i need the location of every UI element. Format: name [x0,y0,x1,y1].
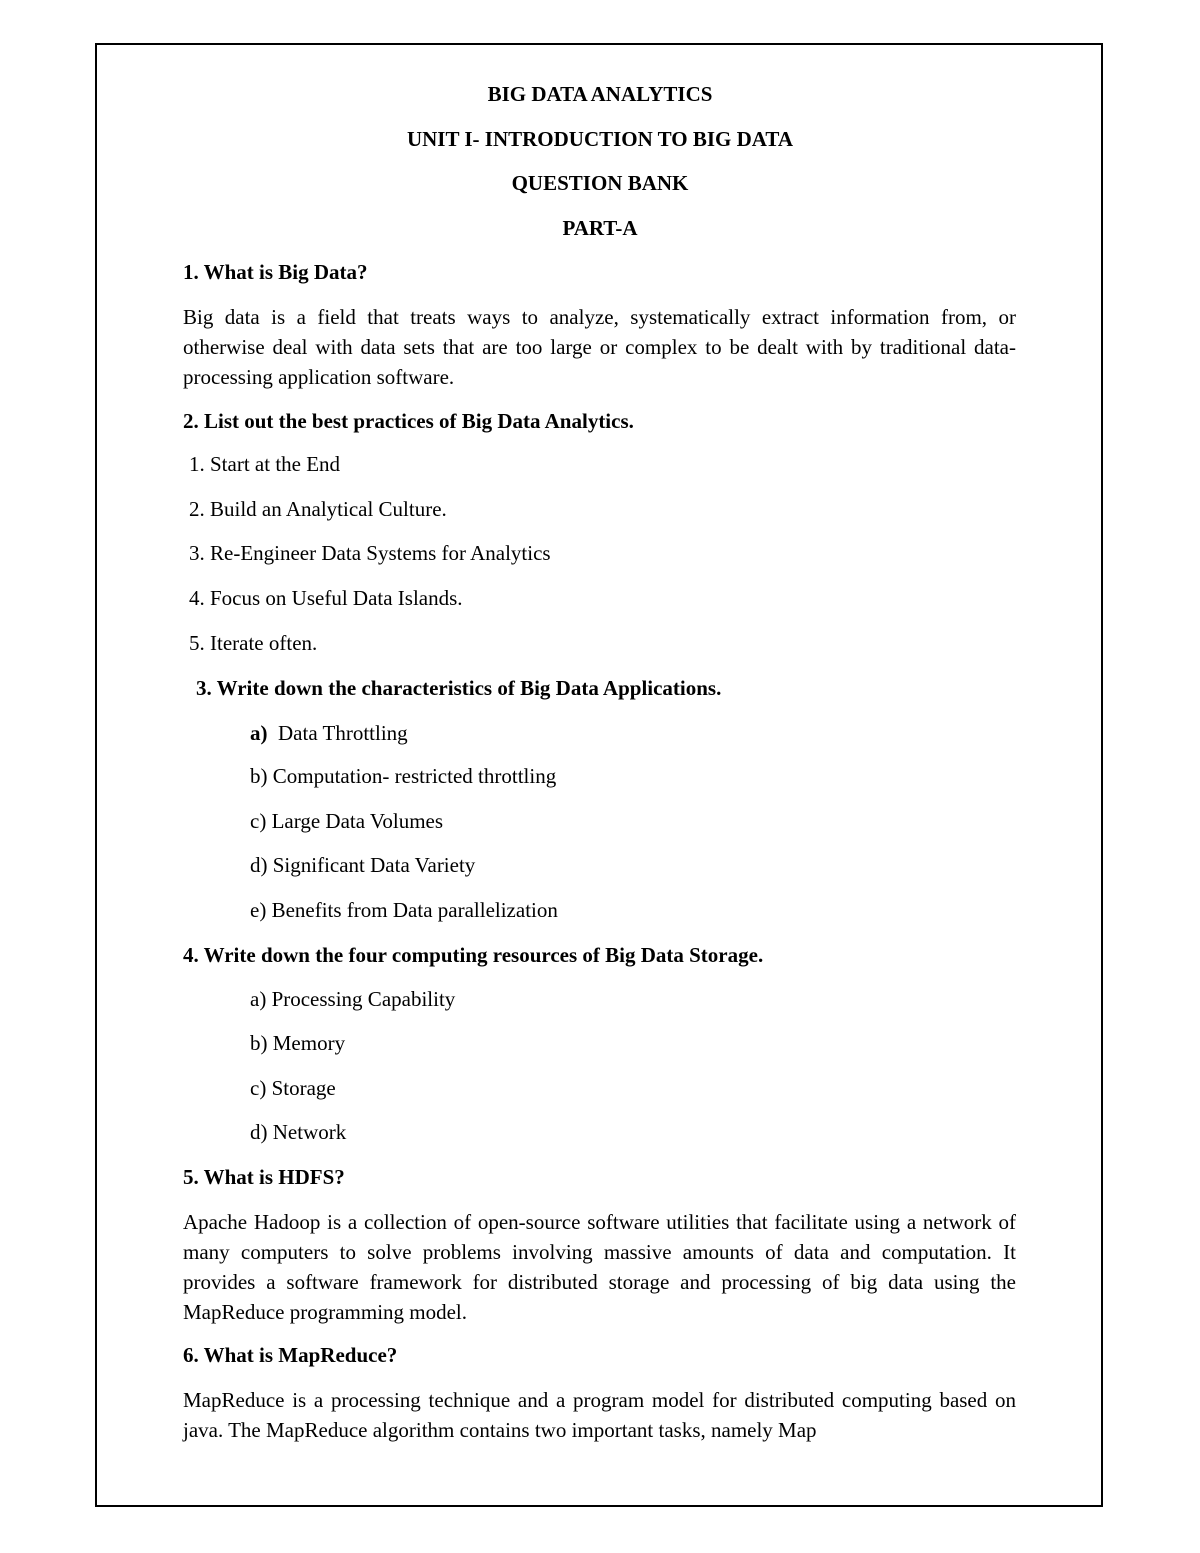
list-item: 3. Re-Engineer Data Systems for Analytics [189,541,551,565]
list-item: e) Benefits from Data parallelization [250,898,558,922]
question-bank-heading: QUESTION BANK [511,171,689,195]
list-item: a) Processing Capability [250,987,456,1011]
document-title: BIG DATA ANALYTICS [487,82,713,106]
list-item: d) Network [250,1120,347,1144]
question-6: 6. What is MapReduce? [183,1343,398,1367]
list-item: 4. Focus on Useful Data Islands. [189,586,463,610]
question-5: 5. What is HDFS? [183,1165,345,1189]
question-2: 2. List out the best practices of Big Data Analytics. [183,409,634,433]
list-marker: a) [250,721,268,745]
question-3: 3. Write down the characteristics of Big Data Applications. [196,676,722,700]
question-4: 4. Write down the four computing resources of Big Data Storage. [183,943,764,967]
list-item: d) Significant Data Variety [250,853,476,877]
list-item: c) Storage [250,1076,336,1100]
answer-5: Apache Hadoop is a collection of open-source software utilities that facilitate using a network of many computers to solve problems involving massive amounts of data and computation. It provides a software framework for distributed storage and processing of big data using the MapReduce programming model. [183,1210,1016,1324]
list-item: 5. Iterate often. [189,631,318,655]
list-item: b) Memory [250,1031,346,1055]
answer-1: Big data is a field that treats ways to analyze, systematically extract information from, or otherwise deal with data sets that are too large or complex to be dealt with by traditional data-processing application software. [183,305,1016,389]
answer-6: MapReduce is a processing technique and a program model for distributed computing based on java. The MapReduce algorithm contains two important tasks, namely Map [183,1388,1016,1442]
list-item: 2. Build an Analytical Culture. [189,497,447,521]
list-item: b) Computation- restricted throttling [250,764,557,788]
list-item: c) Large Data Volumes [250,809,444,833]
list-item: 1. Start at the End [189,452,341,476]
list-item-text: Data Throttling [278,721,408,745]
list-item [250,718,408,748]
unit-heading: UNIT I- INTRODUCTION TO BIG DATA [406,127,794,151]
part-heading: PART-A [562,216,638,240]
question-1: 1. What is Big Data? [183,260,368,284]
